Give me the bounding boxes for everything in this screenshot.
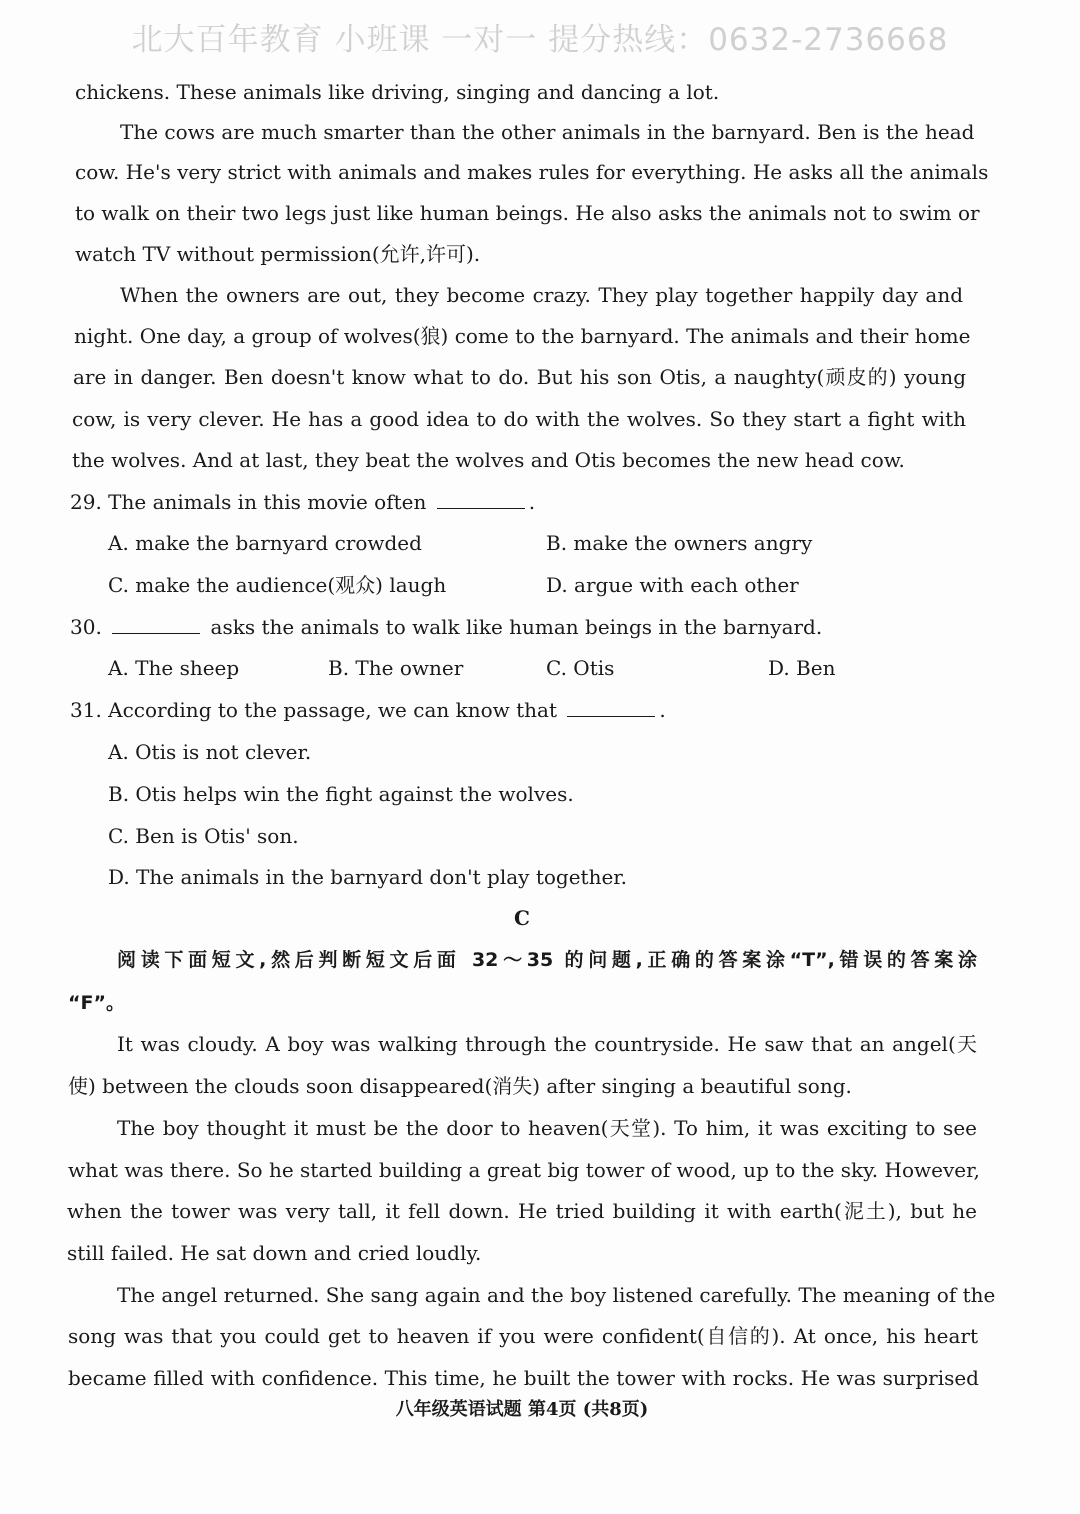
question-30-option-d: D. Ben: [768, 656, 836, 680]
passage-line: cow, is very clever. He has a good idea to do with the wolves. So they start a fight with: [72, 407, 966, 431]
section-instruction: 阅读下面短文,然后判断短文后面 32～35 的问题,正确的答案涂“T”,错误的答案涂: [117, 949, 977, 971]
passage-line: The angel returned. She sang again and the boy listened carefully. The meaning of the: [117, 1283, 996, 1307]
section-heading: C: [514, 906, 530, 930]
question-30-stem: [70, 614, 822, 640]
passage-line: The cows are much smarter than the other animals in the barnyard. Ben is the head: [120, 120, 975, 144]
question-31-option-d: D. The animals in the barnyard don't play together.: [108, 865, 628, 889]
passage-line: When the owners are out, they become crazy. They play together happily day and: [120, 283, 963, 307]
question-29-option-a: A. make the barnyard crowded: [108, 531, 422, 555]
question-31-option-b: B. Otis helps win the fight against the wolves.: [108, 782, 574, 806]
question-31-stem: [70, 697, 666, 723]
passage-line: are in danger. Ben doesn't know what to do. But his son Otis, a naughty(顽皮的) young: [73, 365, 966, 389]
question-29-period: .: [528, 490, 536, 514]
question-30-number: 30.: [70, 615, 102, 639]
question-31-option-a: A. Otis is not clever.: [108, 740, 312, 764]
question-29-option-b: B. make the owners angry: [546, 531, 813, 555]
passage-line: 使) between the clouds soon disappeared(消失) after singing a beautiful song.: [68, 1074, 852, 1098]
passage-line: It was cloudy. A boy was walking through the countryside. He saw that an angel(天: [117, 1032, 977, 1056]
passage-line: when the tower was very tall, it fell down. He tried building it with earth(泥土), but he: [67, 1199, 977, 1223]
question-29-text: 29. The animals in this movie often: [70, 490, 427, 514]
passage-line: still failed. He sat down and cried loudly.: [67, 1241, 482, 1265]
passage-line: night. One day, a group of wolves(狼) come to the barnyard. The animals and their home: [74, 324, 971, 348]
question-31-text: 31. According to the passage, we can know that: [70, 698, 558, 722]
question-30-option-a: A. The sheep: [108, 656, 240, 680]
watermark-banner: 北大百年教育 小班课 一对一 提分热线：0632-2736668: [131, 22, 949, 58]
question-31-period: .: [659, 698, 666, 722]
answer-blank: [437, 490, 525, 509]
passage-line: chickens. These animals like driving, singing and dancing a lot.: [75, 80, 720, 104]
question-31-option-c: C. Ben is Otis' son.: [108, 824, 299, 848]
passage-line: song was that you could get to heaven if you were confident(自信的). At once, his heart: [68, 1324, 978, 1348]
passage-line: cow. He's very strict with animals and makes rules for everything. He asks all the animals: [75, 160, 989, 184]
question-30-text: asks the animals to walk like human beings in the barnyard.: [210, 615, 823, 639]
passage-line: watch TV without permission(允许,许可).: [75, 242, 481, 266]
passage-line: the wolves. And at last, they beat the wolves and Otis becomes the new head cow.: [72, 448, 905, 472]
passage-line: what was there. So he started building a great big tower of wood, up to the sky. However,: [68, 1158, 980, 1182]
question-30-option-c: C. Otis: [546, 656, 615, 680]
passage-line: to walk on their two legs just like human beings. He also asks the animals not to swim or: [75, 201, 980, 225]
section-instruction-end: “F”。: [68, 992, 125, 1014]
question-29-option-d: D. argue with each other: [546, 573, 799, 597]
passage-line: became filled with confidence. This time, he built the tower with rocks. He was surprised: [68, 1366, 979, 1390]
question-30-option-b: B. The owner: [328, 656, 464, 680]
passage-line: The boy thought it must be the door to heaven(天堂). To him, it was exciting to see: [117, 1116, 977, 1140]
page-footer: 八年级英语试题 第4页 (共8页): [395, 1399, 649, 1420]
question-29-stem: [70, 489, 535, 515]
answer-blank: [567, 698, 655, 717]
question-29-option-c: C. make the audience(观众) laugh: [108, 573, 447, 597]
answer-blank: [112, 615, 200, 634]
